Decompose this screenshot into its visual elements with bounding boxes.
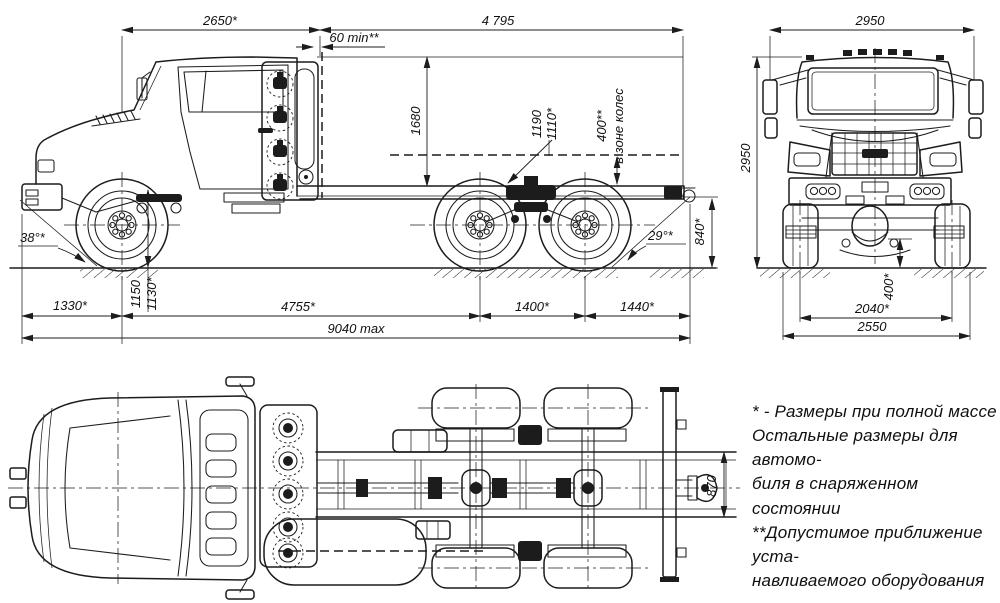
gas-cylinders-top xyxy=(273,413,303,568)
label-wheel-zone: в зоне колес xyxy=(611,88,626,164)
dim-front-frame-height-unladen: 1150 xyxy=(128,280,143,308)
note-line-1: * - Размеры при полной массе xyxy=(752,402,997,421)
dim-body-space-height: 1680 xyxy=(408,106,423,136)
dim-approach-angle: 38°* xyxy=(20,230,45,245)
top-view-drawing xyxy=(8,377,740,599)
dim-width-over-mirrors: 2950 xyxy=(855,13,885,28)
dim-front-frame-height-laden: 1130* xyxy=(144,277,159,311)
front-view-drawing xyxy=(738,13,986,340)
dim-body-space-length: 4 795 xyxy=(481,13,515,28)
dim-ground-clearance: 400* xyxy=(881,273,896,301)
dim-frame-height-laden: 1110* xyxy=(544,107,559,141)
note-line-2: Остальные размеры для автомо- xyxy=(752,426,958,470)
side-view-drawing xyxy=(10,13,718,344)
dim-overall-height: 2950 xyxy=(738,143,753,173)
dim-axle-to-cab: 2650* xyxy=(203,13,237,28)
dim-track-width: 2040* xyxy=(855,301,889,316)
dim-cab-gap-min: 60 min** xyxy=(329,30,379,45)
gas-cylinders-side xyxy=(267,71,293,199)
dim-bogie-base: 1400* xyxy=(515,299,549,314)
dim-rear-overhang: 1440* xyxy=(620,299,654,314)
dim-frame-width: 870 xyxy=(704,475,719,497)
dim-front-overhang: 1330* xyxy=(53,298,87,313)
dim-equipment-clearance: 400** xyxy=(594,110,609,142)
dim-overall-length: 9040 max xyxy=(327,321,385,336)
dim-overall-width: 2550 xyxy=(857,319,887,334)
dim-departure-angle: 29°* xyxy=(648,228,673,243)
notes-block xyxy=(752,400,1000,593)
note-line-4: **Допустимое приближение уста- xyxy=(752,522,983,566)
dim-rear-frame-height: 840* xyxy=(692,218,707,246)
dim-frame-height-unladen: 1190 xyxy=(529,110,544,138)
note-line-3: биля в снаряженном состоянии xyxy=(752,474,919,518)
note-line-5: навливаемого оборудования xyxy=(752,570,985,590)
dim-wheelbase: 4755* xyxy=(281,299,315,314)
